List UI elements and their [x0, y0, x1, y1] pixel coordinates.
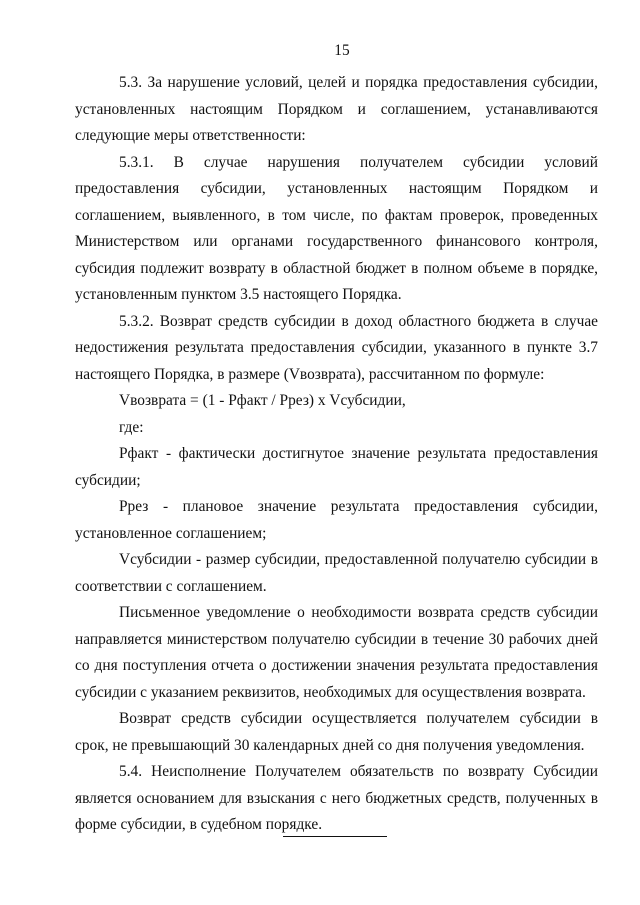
paragraph-5-3: 5.3. За нарушение условий, целей и порядка предоставления субсидии, установленных настоящим Порядком и соглашением, устанавливаются следующие меры ответственности: — [75, 74, 598, 144]
document-body — [75, 70, 598, 839]
paragraph-5-3-1: 5.3.1. В случае нарушения получателем субсидии условий предоставления субсидии, установленных настоящим Порядком и соглашением, выявленного, в том числе, по фактам проверок, проведенных Министерством или органами государственного финансового контроля, субсидия подлежит возврату в областной бюджет в полном объеме в порядке, установленным пунктом 3.5 настоящего Порядка. — [75, 153, 598, 303]
formula-where: где: — [119, 418, 144, 436]
paragraph-5-4: 5.4. Неисполнение Получателем обязательств по возврату Субсидии является основанием для взыскания с него бюджетных средств, полученных в форме субсидии, в судебном порядке. — [75, 763, 598, 833]
paragraph-5-3-2: 5.3.2. Возврат средств субсидии в доход областного бюджета в случае недостижения результата предоставления субсидии, указанного в пункте 3.7 настоящего Порядка, в размере (Vвозврата), рассчитанном по формуле: — [75, 312, 598, 383]
definition-vsubsidii: Vсубсидии - размер субсидии, предоставленной получателю субсидии в соответствии с соглашением. — [75, 551, 598, 595]
page-number: 15 — [334, 42, 350, 59]
paragraph-notification: Письменное уведомление о необходимости возврата средств субсидии направляется министерством получателю субсидии в течение 30 рабочих дней со дня поступления отчета о достижении значения результата предоставления субсидии с указанием реквизитов, необходимых для осуществления возврата. — [75, 604, 598, 701]
end-divider — [283, 836, 387, 837]
definition-rrez: Ррез - плановое значение результата предоставления субсидии, установленное соглашением; — [75, 498, 598, 542]
definition-rfakt: Рфакт - фактически достигнутое значение результата предоставления субсидии; — [75, 445, 598, 489]
paragraph-return-term: Возврат средств субсидии осуществляется получателем субсидии в срок, не превышающий 30 календарных дней со дня получения уведомления. — [75, 710, 598, 754]
formula: Vвозврата = (1 - Рфакт / Ррез) х Vсубсидии, — [119, 392, 406, 409]
